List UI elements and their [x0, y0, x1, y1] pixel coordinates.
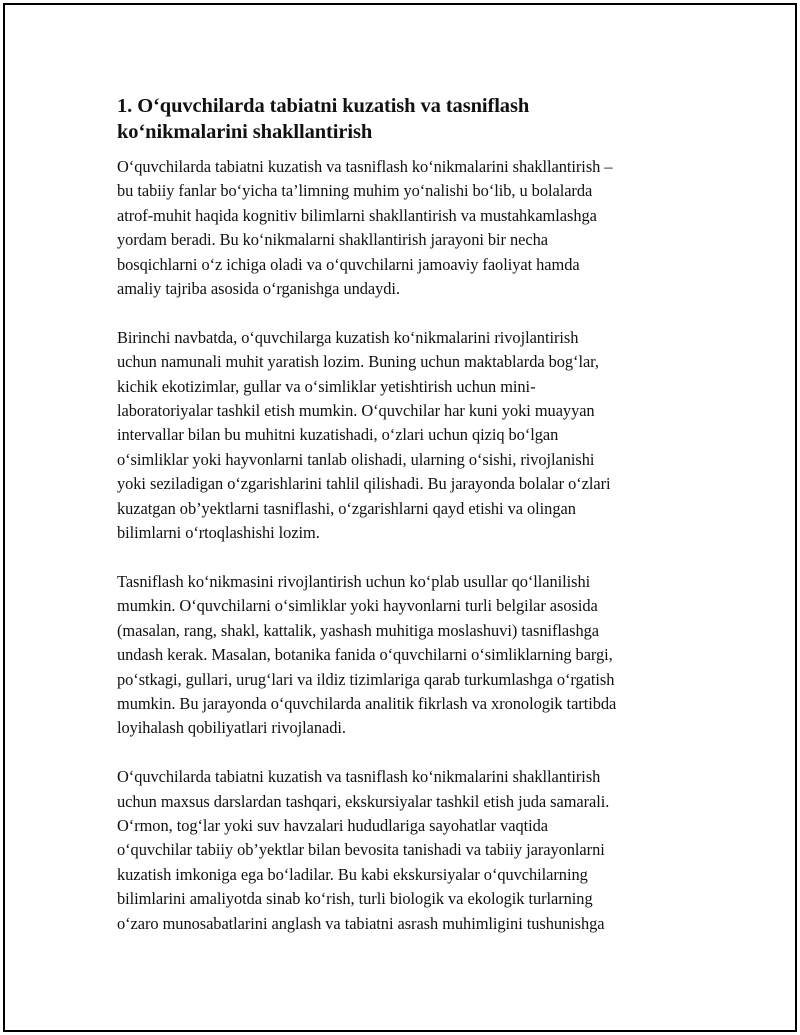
text-line: undash kerak. Masalan, botanika fanida o‘quvchilarni o‘simliklarning bargi, [117, 645, 613, 665]
text-line: mumkin. O‘quvchilarni o‘simliklar yoki hayvonlarni turli belgilar asosida [117, 596, 598, 616]
text-line: o‘simliklar yoki hayvonlarni tanlab olishadi, ularning o‘sishi, rivojlanishi [117, 449, 595, 469]
text-line: yoki seziladigan o‘zgarishlarini tahlil qilishadi. Bu jarayonda bolalar o‘zlari [117, 474, 611, 494]
text-line: atrof-muhit haqida kognitiv bilimlarni shakllantirish va mustahkamlashga [117, 205, 597, 225]
document-body [117, 93, 689, 960]
section-heading [117, 93, 689, 145]
text-line: kuzatgan ob’yektlarni tasniflashi, o‘zgarishlarni qayd etishi va olingan [117, 498, 576, 518]
heading-line: ko‘nikmalarini shakllantirish [117, 121, 373, 143]
text-line: uchun namunali muhit yaratish lozim. Buning uchun maktablarda bog‘lar, [117, 352, 599, 372]
heading-line: 1. O‘quvchilarda tabiatni kuzatish va tasniflash [117, 95, 530, 117]
paragraph-1 [117, 155, 689, 301]
text-line: o‘quvchilar tabiiy ob’yektlar bilan bevosita tanishadi va tabiiy jarayonlarni [117, 840, 605, 860]
text-line: bilimlarini amaliyotda sinab ko‘rish, turli biologik va ekologik turlarning [117, 889, 593, 909]
text-line: (masalan, rang, shakl, kattalik, yashash muhitiga moslashuvi) tasniflashga [117, 620, 599, 640]
text-line: bilimlarni o‘rtoqlashishi lozim. [117, 523, 320, 543]
text-line: mumkin. Bu jarayonda o‘quvchilarda analitik fikrlash va xronologik tartibda [117, 693, 617, 713]
text-line: po‘stkagi, gullari, urug‘lari va ildiz tizimlariga qarab turkumlashga o‘rgatish [117, 669, 615, 689]
text-line: intervallar bilan bu muhitni kuzatishadi, o‘zlari uchun qiziq bo‘lgan [117, 425, 559, 445]
paragraph-4 [117, 765, 689, 936]
text-line: O‘quvchilarda tabiatni kuzatish va tasniflash ko‘nikmalarini shakllantirish [117, 767, 601, 787]
text-line: kuzatish imkoniga ega bo‘ladilar. Bu kabi ekskursiyalar o‘quvchilarning [117, 864, 588, 884]
paragraph-2 [117, 326, 689, 546]
text-line: yordam beradi. Bu ko‘nikmalarni shakllantirish jarayoni bir necha [117, 230, 548, 250]
text-line: laboratoriyalar tashkil etish mumkin. O‘quvchilar har kuni yoki muayyan [117, 401, 595, 421]
text-line: o‘zaro munosabatlarini anglash va tabiatni asrash muhimligini tushunishga [117, 913, 605, 933]
paragraph-3 [117, 570, 689, 741]
text-line: O‘rmon, tog‘lar yoki suv havzalari hududlariga sayohatlar vaqtida [117, 815, 548, 835]
text-line: uchun maxsus darslardan tashqari, ekskursiyalar tashkil etish juda samarali. [117, 791, 610, 811]
text-line: bu tabiiy fanlar bo‘yicha ta’limning muhim yo‘nalishi bo‘lib, u bolalarda [117, 181, 593, 201]
text-line: Birinchi navbatda, o‘quvchilarga kuzatish ko‘nikmalarini rivojlantirish [117, 327, 579, 347]
text-line: bosqichlarni o‘z ichiga oladi va o‘quvchilarni jamoaviy faoliyat hamda [117, 254, 580, 274]
text-line: loyihalash qobiliyatlari rivojlanadi. [117, 718, 346, 738]
text-line: amaliy tajriba asosida o‘rganishga undaydi. [117, 279, 400, 299]
text-line: Tasniflash ko‘nikmasini rivojlantirish uchun ko‘plab usullar qo‘llanilishi [117, 571, 591, 591]
text-line: kichik ekotizimlar, gullar va o‘simliklar yetishtirish uchun mini- [117, 376, 536, 396]
text-line: O‘quvchilarda tabiatni kuzatish va tasniflash ko‘nikmalarini shakllantirish – [117, 157, 613, 176]
